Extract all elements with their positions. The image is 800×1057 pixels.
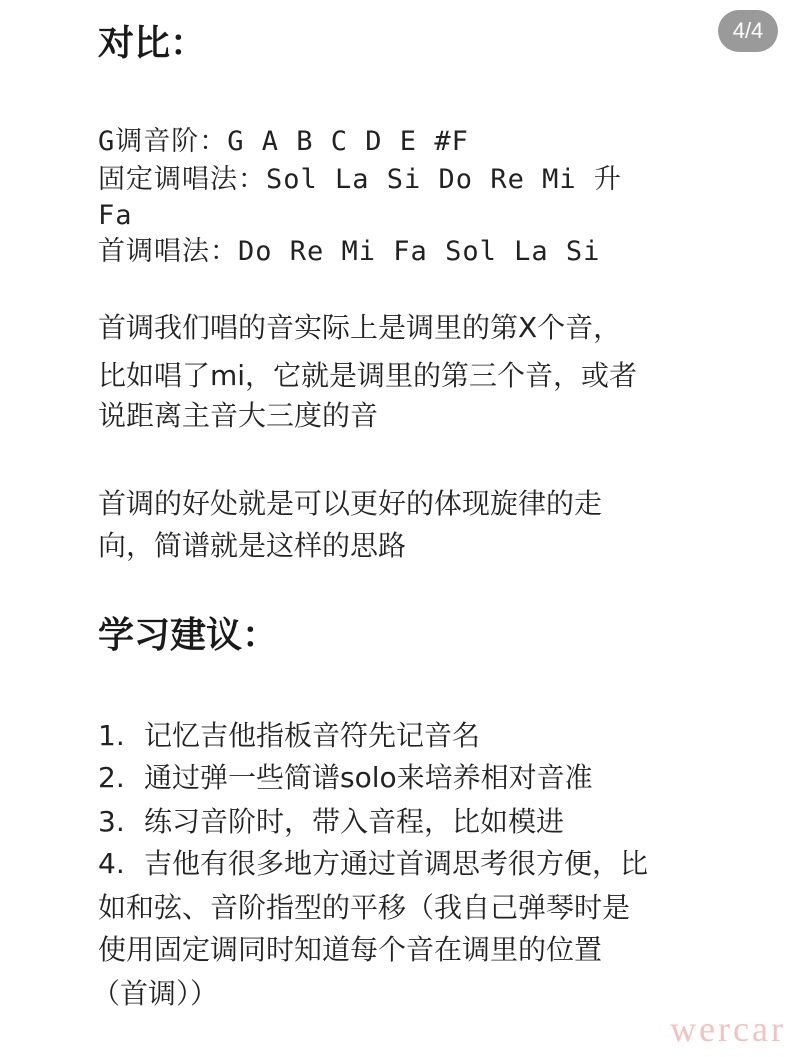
list-item-text: 练习音阶时，带入音程，比如模进 bbox=[144, 805, 565, 838]
scale-line-movable-do: 首调唱法：Do Re Mi Fa Sol La Si bbox=[98, 236, 601, 267]
section-heading-comparison: 对比： bbox=[98, 23, 207, 64]
section-heading-study-advice: 学习建议： bbox=[98, 615, 279, 656]
paragraph-line: 首调我们唱的音实际上是调里的第X个音， bbox=[98, 311, 622, 344]
list-item-text: 记忆吉他指板音符先记音名 bbox=[144, 719, 481, 752]
list-item-continuation: （首调）） bbox=[92, 977, 219, 1010]
page-indicator-badge: 4/4 bbox=[718, 10, 778, 52]
list-item-number: 4. bbox=[98, 847, 125, 880]
list-item-text: 通过弹一些简谱solo来培养相对音准 bbox=[144, 761, 593, 794]
paragraph-line: 说距离主音大三度的音 bbox=[98, 399, 379, 432]
list-item bbox=[98, 760, 593, 796]
list-item bbox=[98, 804, 564, 840]
list-item-number: 2. bbox=[98, 761, 125, 794]
list-item-continuation: 如和弦、音阶指型的平移（我自己弹琴时是 bbox=[98, 891, 631, 924]
list-item-continuation: 使用固定调同时知道每个音在调里的位置 bbox=[98, 933, 603, 966]
scale-line-fixed-do-continuation: Fa bbox=[98, 200, 133, 231]
list-item-number: 3. bbox=[98, 805, 125, 838]
list-item-text: 吉他有很多地方通过首调思考很方便，比 bbox=[144, 847, 649, 880]
scale-line-fixed-do: 固定调唱法：Sol La Si Do Re Mi 升 bbox=[98, 164, 622, 195]
list-item bbox=[98, 718, 480, 754]
paragraph-line: 比如唱了mi，它就是调里的第三个音，或者 bbox=[98, 359, 638, 392]
paragraph-line: 向，简谱就是这样的思路 bbox=[98, 529, 407, 562]
paragraph-line: 首调的好处就是可以更好的体现旋律的走 bbox=[98, 487, 603, 520]
list-item bbox=[98, 846, 648, 882]
scale-line-g-major: G调音阶：G A B C D E #F bbox=[98, 126, 469, 157]
list-item-number: 1. bbox=[98, 719, 125, 752]
watermark-text: wercar bbox=[670, 1009, 786, 1049]
